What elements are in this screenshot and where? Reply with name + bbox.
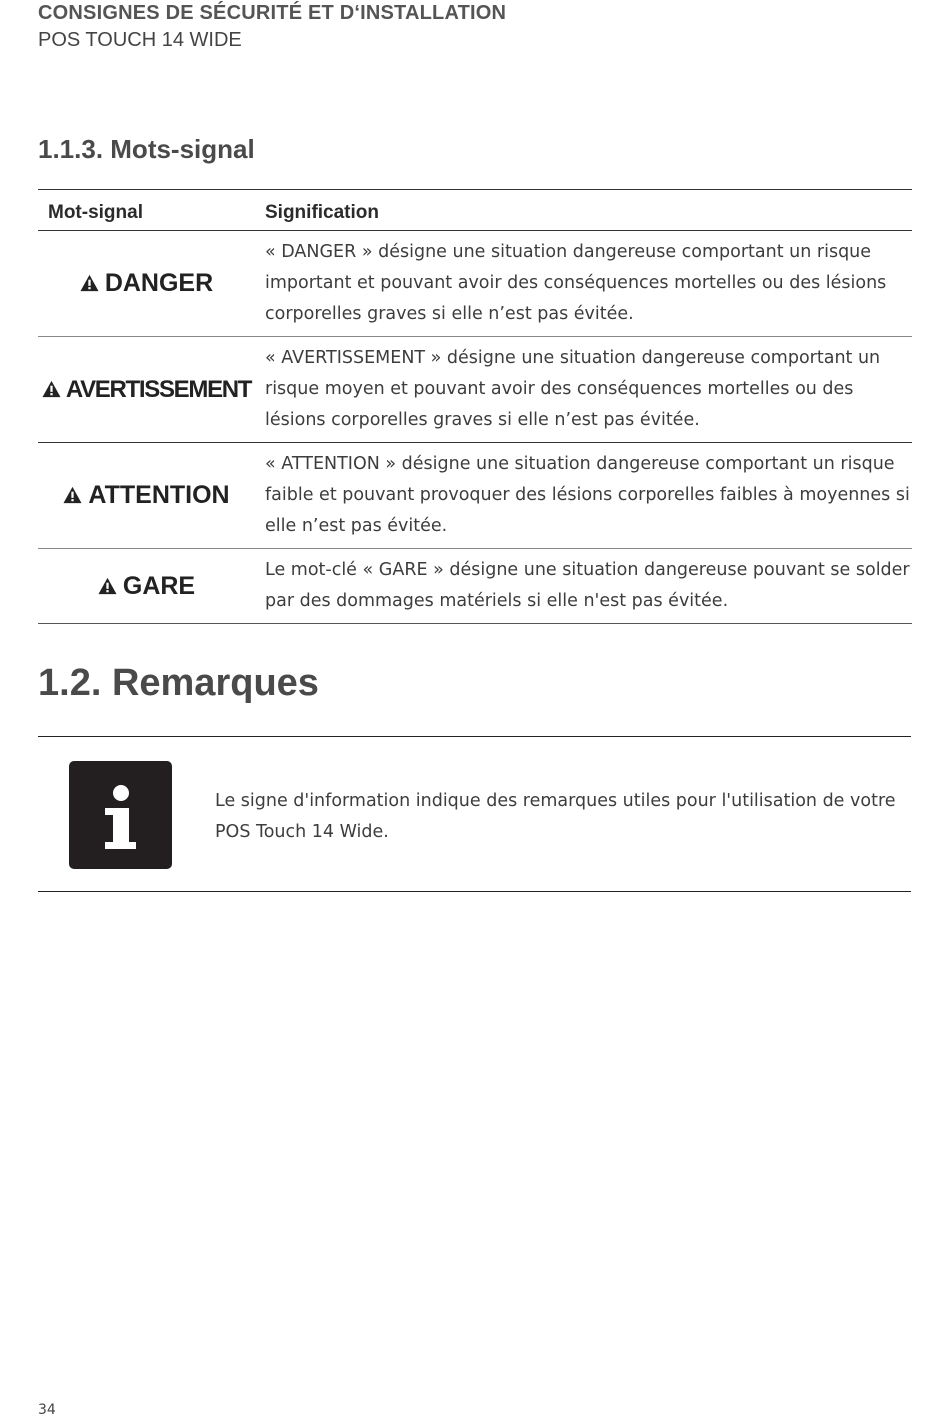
document-header-title: CONSIGNES DE SÉCURITÉ ET D‘INSTALLATION bbox=[38, 2, 507, 24]
table-row bbox=[38, 337, 912, 443]
signal-word-gare: GARE bbox=[122, 571, 196, 600]
warning-triangle-icon bbox=[80, 274, 99, 292]
document-header-subtitle: POS TOUCH 14 WIDE bbox=[38, 29, 242, 51]
signal-word-cell bbox=[38, 443, 255, 549]
table-row bbox=[38, 443, 912, 549]
signal-words-table bbox=[38, 189, 912, 624]
signal-meaning-danger: « DANGER » désigne une situation dangereuse comportant un risque important et pouvant avoir des conséquences mortelles ou des lésions corporelles graves si elle n’est pas évitée. bbox=[255, 231, 912, 337]
section-heading-remarks: 1.2. Remarques bbox=[38, 662, 319, 704]
signal-meaning-attention: « ATTENTION » désigne une situation dangereuse comportant un risque faible et pouvant provoquer des lésions corporelles faibles à moyennes si elle n’est pas évitée. bbox=[255, 443, 912, 549]
table-row bbox=[38, 231, 912, 337]
section-heading-signal-words: 1.1.3. Mots-signal bbox=[38, 134, 255, 164]
warning-triangle-icon bbox=[63, 486, 82, 504]
signal-word-attention: ATTENTION bbox=[88, 481, 230, 509]
table-row bbox=[38, 549, 912, 624]
warning-triangle-icon bbox=[98, 577, 117, 595]
signal-word-danger: DANGER bbox=[104, 269, 214, 297]
divider bbox=[38, 891, 911, 892]
signal-word-cell bbox=[38, 337, 255, 443]
signal-meaning-warning: « AVERTISSEMENT » désigne une situation dangereuse comportant un risque moyen et pouvant avoir des conséquences mortelles ou des lésions corporelles graves si elle n’est pas évitée. bbox=[255, 337, 912, 443]
column-header-signal-word: Mot-signal bbox=[38, 190, 255, 231]
signal-word-cell bbox=[38, 231, 255, 337]
divider bbox=[38, 736, 911, 737]
signal-word-warning: AVERTISSEMENT bbox=[65, 375, 252, 403]
table-header-row bbox=[38, 190, 912, 231]
info-icon bbox=[69, 761, 172, 869]
page-number: 34 bbox=[38, 1402, 56, 1418]
warning-triangle-icon bbox=[42, 380, 61, 398]
signal-word-cell bbox=[38, 549, 255, 624]
signal-meaning-gare: Le mot-clé « GARE » désigne une situation dangereuse pouvant se solder par des dommages matériels si elle n'est pas évitée. bbox=[255, 549, 912, 624]
remark-info-text: Le signe d'information indique des remarques utiles pour l'utilisation de votre POS Touch 14 Wide. bbox=[215, 791, 896, 842]
column-header-meaning: Signification bbox=[255, 190, 912, 231]
